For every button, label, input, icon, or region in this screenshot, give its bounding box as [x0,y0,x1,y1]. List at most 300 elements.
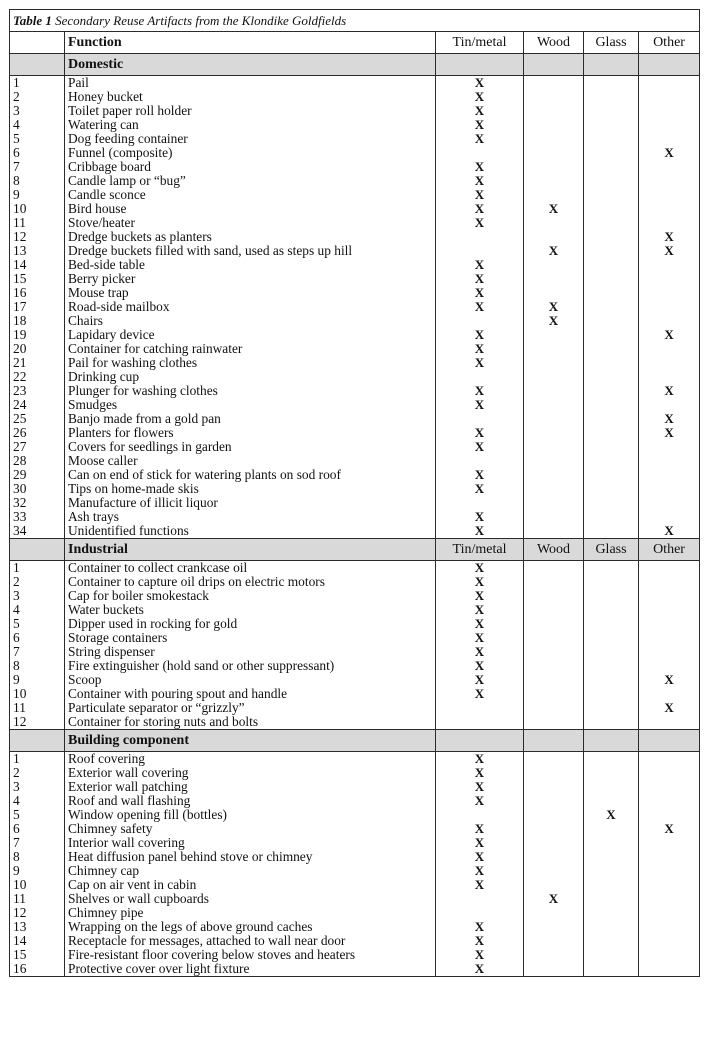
section-column-label-other: Other [639,539,700,561]
row-number: 27 [10,440,65,454]
mark-other: X [639,822,700,836]
header-wood: Wood [524,32,584,54]
mark-other [639,920,700,934]
row-function: Planters for flowers [65,426,436,440]
row-number: 4 [10,603,65,617]
section-number-cell [10,539,65,561]
mark-other [639,90,700,104]
mark-tin-metal: X [436,617,524,631]
mark-tin-metal: X [436,766,524,780]
mark-glass [584,202,639,216]
table-row [10,202,700,216]
row-number: 16 [10,962,65,977]
row-number: 17 [10,300,65,314]
row-function: Pail for washing clothes [65,356,436,370]
mark-tin-metal [436,808,524,822]
row-function: Roof covering [65,752,436,767]
mark-other [639,342,700,356]
mark-glass [584,878,639,892]
mark-tin-metal [436,906,524,920]
row-function: Container to capture oil drips on electric motors [65,575,436,589]
row-number: 33 [10,510,65,524]
table-row [10,440,700,454]
table-row [10,878,700,892]
mark-other: X [639,673,700,687]
mark-other [639,510,700,524]
row-function: Honey bucket [65,90,436,104]
table-row [10,76,700,91]
mark-tin-metal: X [436,780,524,794]
mark-tin-metal: X [436,822,524,836]
row-function: Banjo made from a gold pan [65,412,436,426]
table-row [10,132,700,146]
mark-glass [584,230,639,244]
mark-wood: X [524,300,584,314]
table-row [10,258,700,272]
mark-glass [584,398,639,412]
section-header-row [10,539,700,561]
mark-glass [584,482,639,496]
mark-tin-metal: X [436,286,524,300]
mark-tin-metal: X [436,589,524,603]
row-function: Ash trays [65,510,436,524]
section-column-label-other [639,730,700,752]
mark-other [639,766,700,780]
mark-tin-metal: X [436,482,524,496]
table-row [10,659,700,673]
table-row [10,160,700,174]
mark-other [639,496,700,510]
mark-glass [584,342,639,356]
mark-glass [584,90,639,104]
mark-wood [524,850,584,864]
mark-other [639,962,700,977]
mark-glass [584,836,639,850]
row-function: Dog feeding container [65,132,436,146]
table-row [10,342,700,356]
row-function: Container for catching rainwater [65,342,436,356]
row-number: 2 [10,766,65,780]
mark-wood [524,808,584,822]
row-function: Dredge buckets as planters [65,230,436,244]
mark-other [639,272,700,286]
mark-other: X [639,524,700,539]
mark-wood [524,948,584,962]
mark-tin-metal: X [436,468,524,482]
table-row [10,808,700,822]
mark-wood [524,342,584,356]
mark-glass [584,384,639,398]
mark-other [639,174,700,188]
mark-glass [584,356,639,370]
mark-tin-metal: X [436,510,524,524]
header-row [10,32,700,54]
mark-other: X [639,426,700,440]
mark-wood [524,659,584,673]
mark-glass [584,687,639,701]
mark-other: X [639,230,700,244]
mark-wood [524,836,584,850]
mark-wood: X [524,202,584,216]
mark-glass [584,188,639,202]
row-function: Bird house [65,202,436,216]
mark-glass [584,216,639,230]
row-number: 1 [10,76,65,91]
table-row [10,454,700,468]
row-number: 13 [10,920,65,934]
table-row [10,90,700,104]
row-number: 4 [10,794,65,808]
mark-other [639,617,700,631]
row-function: Dredge buckets filled with sand, used as steps up hill [65,244,436,258]
mark-tin-metal: X [436,962,524,977]
table-row [10,370,700,384]
mark-tin-metal: X [436,948,524,962]
mark-wood [524,258,584,272]
table-row [10,715,700,730]
mark-other [639,482,700,496]
table-row [10,426,700,440]
row-number: 6 [10,822,65,836]
mark-wood [524,920,584,934]
mark-glass [584,631,639,645]
row-function: Scoop [65,673,436,687]
mark-other: X [639,244,700,258]
mark-other [639,659,700,673]
mark-tin-metal: X [436,934,524,948]
row-number: 32 [10,496,65,510]
table-row [10,356,700,370]
mark-glass [584,864,639,878]
row-function: Watering can [65,118,436,132]
mark-other [639,752,700,767]
mark-glass [584,370,639,384]
table-row [10,687,700,701]
row-function: Shelves or wall cupboards [65,892,436,906]
mark-wood [524,962,584,977]
mark-other [639,440,700,454]
mark-tin-metal: X [436,90,524,104]
mark-wood [524,370,584,384]
mark-tin-metal: X [436,603,524,617]
row-number: 16 [10,286,65,300]
mark-other [639,948,700,962]
mark-tin-metal: X [436,794,524,808]
mark-glass [584,934,639,948]
mark-wood [524,328,584,342]
row-number: 9 [10,864,65,878]
mark-wood [524,864,584,878]
table-row [10,920,700,934]
table-row [10,482,700,496]
table-row [10,286,700,300]
row-function: Cribbage board [65,160,436,174]
mark-wood [524,272,584,286]
mark-glass [584,920,639,934]
row-number: 11 [10,892,65,906]
mark-glass [584,766,639,780]
mark-other [639,906,700,920]
table-row [10,631,700,645]
mark-wood [524,454,584,468]
mark-wood: X [524,244,584,258]
table-row [10,104,700,118]
mark-other [639,258,700,272]
artifacts-table [9,9,700,977]
mark-wood [524,426,584,440]
mark-tin-metal: X [436,328,524,342]
mark-other [639,286,700,300]
mark-tin-metal: X [436,216,524,230]
mark-other [639,878,700,892]
header-function: Function [65,32,436,54]
row-number: 19 [10,328,65,342]
mark-other [639,76,700,91]
row-number: 7 [10,836,65,850]
mark-tin-metal: X [436,132,524,146]
row-number: 1 [10,561,65,576]
table-row [10,328,700,342]
row-number: 28 [10,454,65,468]
table-row [10,645,700,659]
table-row [10,216,700,230]
row-function: Road-side mailbox [65,300,436,314]
table-row [10,230,700,244]
table-row [10,780,700,794]
mark-other [639,561,700,576]
row-number: 13 [10,244,65,258]
mark-glass [584,328,639,342]
row-number: 7 [10,160,65,174]
row-number: 7 [10,645,65,659]
table-row [10,589,700,603]
row-function: Moose caller [65,454,436,468]
row-number: 6 [10,146,65,160]
row-function: Chimney cap [65,864,436,878]
row-number: 14 [10,934,65,948]
table-row [10,468,700,482]
mark-tin-metal: X [436,850,524,864]
mark-wood [524,286,584,300]
mark-other: X [639,328,700,342]
mark-wood [524,701,584,715]
mark-glass [584,659,639,673]
mark-tin-metal: X [436,160,524,174]
mark-other [639,216,700,230]
mark-glass [584,561,639,576]
row-function: Candle sconce [65,188,436,202]
mark-tin-metal [436,701,524,715]
table-row [10,836,700,850]
mark-glass [584,104,639,118]
mark-tin-metal: X [436,631,524,645]
row-number: 4 [10,118,65,132]
mark-glass [584,850,639,864]
row-function: Bed-side table [65,258,436,272]
mark-glass [584,524,639,539]
row-number: 20 [10,342,65,356]
mark-tin-metal: X [436,188,524,202]
table-row [10,962,700,977]
mark-other [639,104,700,118]
mark-glass [584,822,639,836]
row-function: Mouse trap [65,286,436,300]
row-function: Toilet paper roll holder [65,104,436,118]
section-column-label-tin-metal: Tin/metal [436,539,524,561]
mark-wood [524,440,584,454]
row-number: 9 [10,673,65,687]
mark-glass [584,286,639,300]
mark-glass [584,174,639,188]
mark-tin-metal: X [436,272,524,286]
row-function: Window opening fill (bottles) [65,808,436,822]
row-number: 21 [10,356,65,370]
mark-wood [524,673,584,687]
mark-tin-metal: X [436,673,524,687]
mark-wood [524,631,584,645]
header-tin-metal: Tin/metal [436,32,524,54]
mark-wood [524,645,584,659]
table-caption-row [10,10,700,32]
mark-other [639,468,700,482]
section-column-label-tin-metal [436,54,524,76]
mark-glass [584,715,639,730]
table-row [10,510,700,524]
mark-wood [524,687,584,701]
mark-glass [584,454,639,468]
mark-wood [524,575,584,589]
row-function: Storage containers [65,631,436,645]
mark-tin-metal: X [436,752,524,767]
mark-wood [524,118,584,132]
mark-glass [584,118,639,132]
mark-wood [524,496,584,510]
table-row [10,906,700,920]
mark-other [639,715,700,730]
table-body [10,10,700,977]
row-number: 10 [10,202,65,216]
mark-glass [584,948,639,962]
mark-glass [584,589,639,603]
table-row [10,272,700,286]
mark-tin-metal [436,370,524,384]
mark-wood [524,160,584,174]
mark-glass [584,146,639,160]
mark-wood [524,617,584,631]
row-number: 15 [10,948,65,962]
mark-glass [584,510,639,524]
mark-other [639,780,700,794]
section-number-cell [10,54,65,76]
row-function: Tips on home-made skis [65,482,436,496]
table-row [10,384,700,398]
mark-tin-metal: X [436,398,524,412]
mark-other [639,836,700,850]
mark-wood [524,794,584,808]
section-column-label-glass: Glass [584,539,639,561]
table-row [10,188,700,202]
mark-tin-metal: X [436,920,524,934]
mark-other [639,687,700,701]
table-row [10,766,700,780]
mark-glass [584,906,639,920]
mark-wood [524,230,584,244]
row-number: 18 [10,314,65,328]
mark-wood [524,822,584,836]
mark-other [639,603,700,617]
row-function: Chairs [65,314,436,328]
mark-wood [524,752,584,767]
mark-glass [584,701,639,715]
table-row [10,412,700,426]
table-row [10,822,700,836]
table-row [10,524,700,539]
table-row [10,752,700,767]
row-number: 9 [10,188,65,202]
table-row [10,561,700,576]
table-row [10,496,700,510]
section-header-row [10,54,700,76]
row-function: Particulate separator or “grizzly” [65,701,436,715]
mark-other [639,631,700,645]
mark-other [639,645,700,659]
mark-wood [524,780,584,794]
mark-other [639,589,700,603]
mark-tin-metal: X [436,440,524,454]
row-function: Cap for boiler smokestack [65,589,436,603]
row-function: Pail [65,76,436,91]
row-function: Can on end of stick for watering plants on sod roof [65,468,436,482]
mark-other [639,202,700,216]
row-function: Dipper used in rocking for gold [65,617,436,631]
section-column-label-wood: Wood [524,539,584,561]
row-function: Chimney safety [65,822,436,836]
mark-other: X [639,384,700,398]
row-number: 14 [10,258,65,272]
mark-tin-metal: X [436,76,524,91]
mark-glass [584,258,639,272]
row-function: Funnel (composite) [65,146,436,160]
mark-wood [524,412,584,426]
row-number: 26 [10,426,65,440]
mark-other [639,864,700,878]
row-number: 10 [10,878,65,892]
mark-wood [524,603,584,617]
mark-wood [524,589,584,603]
row-function: Interior wall covering [65,836,436,850]
mark-glass [584,300,639,314]
mark-tin-metal [436,244,524,258]
mark-glass [584,440,639,454]
mark-other [639,850,700,864]
row-number: 24 [10,398,65,412]
mark-tin-metal [436,715,524,730]
mark-wood [524,76,584,91]
row-number: 25 [10,412,65,426]
row-number: 5 [10,808,65,822]
row-function: Exterior wall covering [65,766,436,780]
mark-other [639,188,700,202]
mark-tin-metal: X [436,174,524,188]
mark-glass [584,160,639,174]
section-number-cell [10,730,65,752]
mark-tin-metal [436,892,524,906]
table-caption [10,10,700,32]
mark-glass [584,892,639,906]
mark-wood [524,356,584,370]
mark-glass [584,780,639,794]
mark-wood [524,146,584,160]
